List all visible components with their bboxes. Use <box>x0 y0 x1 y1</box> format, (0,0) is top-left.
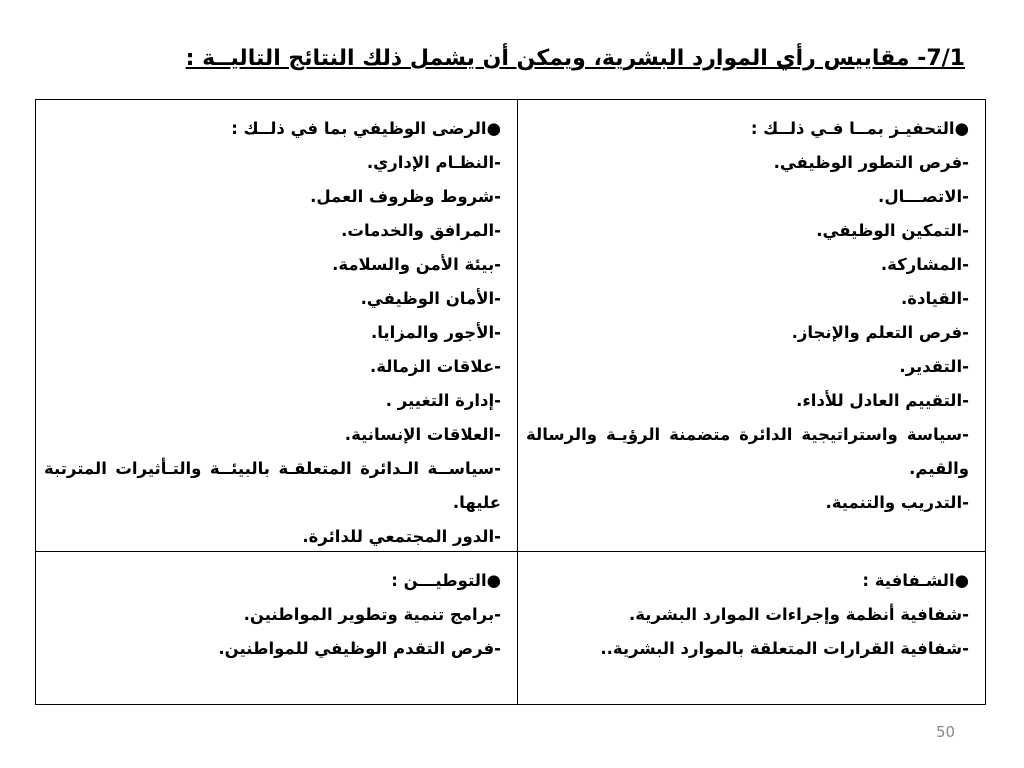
motivation-item: -التقدير. <box>899 357 969 376</box>
motivation-item: -التدريب والتنمية. <box>825 493 969 512</box>
slide-title: 7/1- مقاييس رأي الموارد البشرية، ويمكن أن يشمل ذلك النتائج التاليــة : <box>185 46 965 71</box>
motivation-item: -فرص التطور الوظيفي. <box>773 153 969 172</box>
satisfaction-heading: ●الرضى الوظيفي بما في ذلــك : <box>231 119 501 138</box>
motivation-item: -المشاركة. <box>880 255 969 274</box>
motivation-item: -فرص التعلم والإنجاز. <box>791 323 969 342</box>
satisfaction-item: -شروط وظروف العمل. <box>310 187 501 206</box>
transparency-heading: ●الشـفافية : <box>862 571 969 590</box>
transparency-item: -شفافية القرارات المتعلقة بالموارد البشرية.. <box>600 639 969 658</box>
motivation-item: -التقييم العادل للأداء. <box>796 391 969 410</box>
satisfaction-item: -الأمان الوظيفي. <box>360 289 501 308</box>
motivation-item: -الاتصـــال. <box>878 187 969 206</box>
localization-item: -فرص التقدم الوظيفي للمواطنين. <box>218 639 501 658</box>
motivation-cell <box>518 100 985 552</box>
satisfaction-item: -إدارة التغيير . <box>385 391 501 410</box>
satisfaction-item: -علاقات الزمالة. <box>370 357 501 376</box>
motivation-item: -التمكين الوظيفي. <box>816 221 969 240</box>
transparency-cell <box>518 552 985 704</box>
satisfaction-item: -النظـام الإداري. <box>366 153 501 172</box>
satisfaction-item: -المرافق والخدمات. <box>341 221 501 240</box>
page-number: 50 <box>936 723 956 741</box>
localization-item: -برامج تنمية وتطوير المواطنين. <box>243 605 501 624</box>
motivation-item: -القيادة. <box>901 289 969 308</box>
motivation-item: -سياسة واستراتيجية الدائرة متضمنة الرؤيـة والرسالة والقيم. <box>526 425 969 478</box>
satisfaction-item: -سياســة الـدائرة المتعلقـة بالبيئــة والتـأثيرات المترتبة عليها. <box>44 459 501 512</box>
satisfaction-item: -الأجور والمزايا. <box>370 323 501 342</box>
localization-heading: ●التوطيـــن : <box>391 571 501 590</box>
transparency-item: -شفافية أنظمة وإجراءات الموارد البشرية. <box>628 605 969 624</box>
satisfaction-item: -الدور المجتمعي للدائرة. <box>302 527 501 546</box>
localization-cell <box>36 552 518 704</box>
satisfaction-item: -العلاقات الإنسانية. <box>344 425 501 444</box>
satisfaction-cell <box>36 100 518 552</box>
satisfaction-item: -بيئة الأمن والسلامة. <box>332 255 501 274</box>
motivation-heading: ●التحفيـز بمــا فـي ذلــك : <box>750 119 969 138</box>
measures-table <box>35 99 986 705</box>
